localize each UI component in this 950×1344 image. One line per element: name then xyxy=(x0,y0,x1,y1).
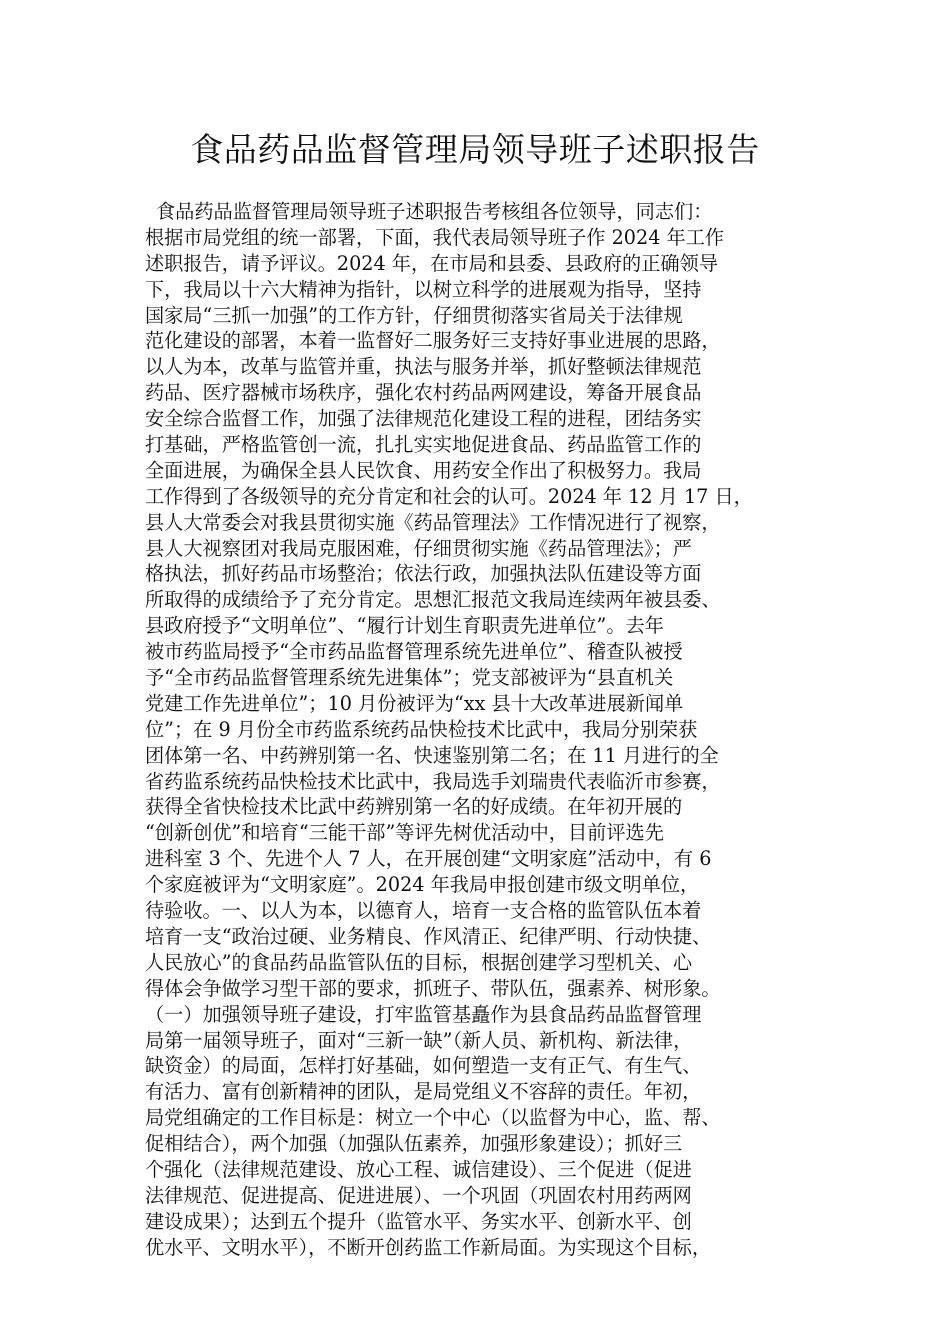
body-line: 获得全省快检技术比武中药辨别第一名的好成绩。在年初开展的 xyxy=(145,795,683,819)
body-line: 促相结合），两个加强（加强队伍素养，加强形象建设）；抓好三 xyxy=(145,1132,683,1156)
body-line: 待验收。一、以人为本，以德育人，培育一支合格的监管队伍本着 xyxy=(145,899,702,923)
body-line: 个强化（法律规范建设、放心工程、诚信建设）、三个促进（促进 xyxy=(145,1157,692,1181)
body-line: 有活力、富有创新精神的团队，是局党组义不容辞的责任。年初， xyxy=(145,1080,702,1104)
body-line: “创新创优”和培育“三能干部”等评先树优活动中，目前评选先 xyxy=(145,821,664,845)
body-line: 县人大视察团对我局克服困难，仔细贯彻实施《药品管理法》；严 xyxy=(145,536,692,560)
body-line: 省药监系统药品快检技术比武中，我局选手刘瑞贵代表临沂市参赛， xyxy=(145,769,721,793)
body-line: 根据市局党组的统一部署，下面，我代表局领导班子作 2024 年工作 xyxy=(145,225,725,249)
body-line: 缺资金）的局面，怎样打好基础，如何塑造一支有正气、有生气、 xyxy=(145,1054,702,1078)
body-line: 所取得的成绩给予了充分肯定。思想汇报范文我局连续两年被县委、 xyxy=(145,588,721,612)
body-line: 法律规范、促进提高、促进进展）、一个巩固（巩固农村用药两网 xyxy=(145,1183,692,1207)
body-line: 人民放心”的食品药品监管队伍的目标，根据创建学习型机关、心 xyxy=(145,950,693,974)
body-line: 格执法，抓好药品市场整治；依法行政，加强执法队伍建设等方面 xyxy=(145,562,702,586)
body-line: 局党组确定的工作目标是：树立一个中心（以监督为中心，监、帮、 xyxy=(145,1106,721,1130)
body-line: 县政府授予“文明单位”、“履行计划生育职责先进单位”。去年 xyxy=(145,614,664,638)
body-line: 团体第一名、中药辨别第一名、快速鉴别第二名；在 11 月进行的全 xyxy=(145,743,719,767)
body-line: 述职报告，请予评议。2024 年，在市局和县委、县政府的正确领导 xyxy=(145,251,718,275)
body-line: 培育一支“政治过硬、业务精良、作风清正、纪律严明、行动快捷、 xyxy=(145,924,712,948)
body-line: 以人为本，改革与监管并重，执法与服务并举，抓好整顿法律规范 xyxy=(145,355,702,379)
document-title: 食品药品监督管理局领导班子述职报告 xyxy=(190,130,760,169)
body-line: （一）加强领导班子建设，打牢监管基矗作为县食品药品监督管理 xyxy=(145,1002,702,1026)
body-line: 进科室 3 个、先进个人 7 人，在开展创建“文明家庭”活动中，有 6 xyxy=(145,847,712,871)
document-body xyxy=(145,199,815,1261)
body-line: 建设成果）；达到五个提升（监管水平、务实水平、创新水平、创 xyxy=(145,1209,692,1233)
body-line: 被市药监局授予“全市药品监督管理系统先进单位”、稽查队被授 xyxy=(145,640,683,664)
body-line: 国家局“三抓一加强”的工作方针，仔细贯彻落实省局关于法律规 xyxy=(145,303,683,327)
body-line: 药品、医疗器械市场秩序，强化农村药品两网建设，筹备开展食品 xyxy=(145,381,702,405)
body-line: 县人大常委会对我县贯彻实施《药品管理法》工作情况进行了视察， xyxy=(145,510,721,534)
body-line: 党建工作先进单位”；10 月份被评为“xx 县十大改革进展新闻单 xyxy=(145,691,684,715)
body-line: 得体会争做学习型干部的要求，抓班子、带队伍，强素养、树形象。 xyxy=(145,976,721,1000)
body-line: 个家庭被评为“文明家庭”。2024 年我局申报创建市级文明单位， xyxy=(145,873,700,897)
body-line: 食品药品监督管理局领导班子述职报告考核组各位领导，同志们： xyxy=(156,200,713,223)
body-line: 范化建设的部署，本着一监督好二服务好三支持好事业进展的思路， xyxy=(145,329,721,353)
body-line: 工作得到了各级领导的充分肯定和社会的认可。2024 年 12 月 17 日， xyxy=(145,484,753,508)
body-line: 安全综合监督工作，加强了法律规范化建设工程的进程，团结务实 xyxy=(145,407,702,431)
body-line: 打基础，严格监管创一流，扎扎实实地促进食品、药品监管工作的 xyxy=(145,433,702,457)
body-line: 下，我局以十六大精神为指针，以树立科学的进展观为指导，坚持 xyxy=(145,277,702,301)
body-line: 予“全市药品监督管理系统先进集体”；党支部被评为“县直机关 xyxy=(145,666,674,690)
body-line: 局第一届领导班子，面对“三新一缺”（新人员、新机构、新法律， xyxy=(145,1028,693,1052)
body-line: 优水平、文明水平），不断开创药监工作新局面。为实现这个目标， xyxy=(145,1235,712,1259)
body-line: 全面进展，为确保全县人民饮食、用药安全作出了积极努力。我局 xyxy=(145,458,702,482)
body-line: 位”；在 9 月份全市药监系统药品快检技术比武中，我局分别荣获 xyxy=(145,717,698,741)
